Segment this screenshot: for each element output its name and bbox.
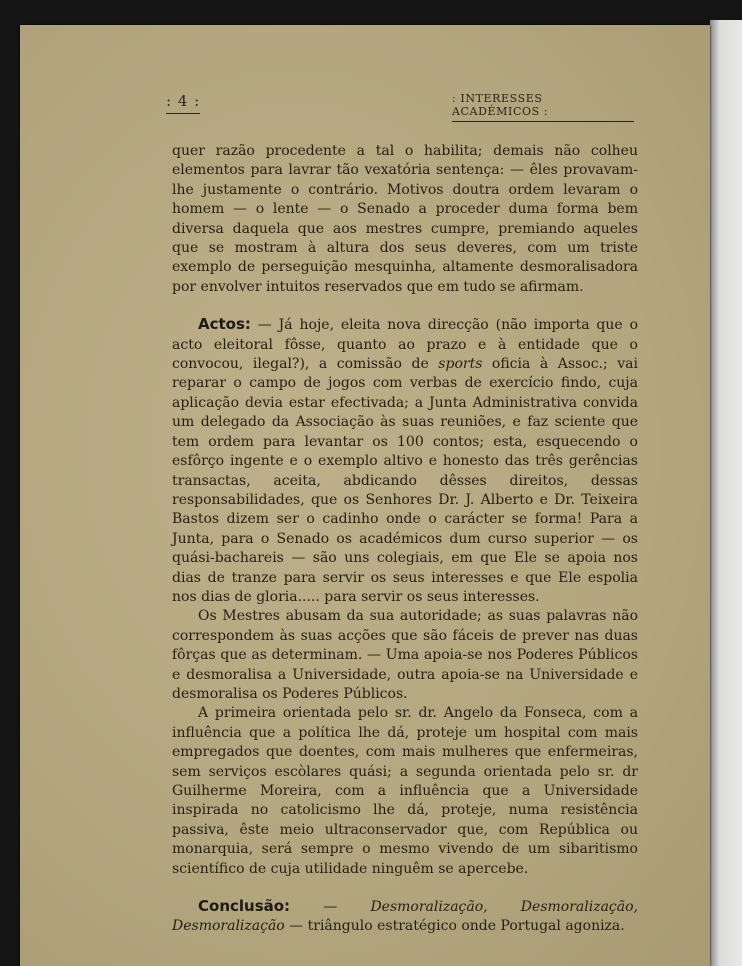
page-number: : 4 : [166, 92, 200, 114]
actos-heading: Actos: [198, 315, 251, 334]
actos-text-a: — Já hoje, eleita nova direcção (não importa que o acto eleitoral fôsse, quanto ao prazo e à entidade que o convocou, ilegal?), a comissão de [172, 317, 638, 373]
page-body [172, 142, 638, 937]
paragraph-primeira: A primeira orientada pelo sr. dr. Angelo da Fonseca, com a influência que a política lhe dá, proteje um hospital com mais empregados que doentes, com mais mulheres que enfermeiras, sem serviços escòlares quási; a segunda orientada pelo sr. dr Guilherme Moreira, com a influência que a Universidade inspirada no catolicismo lhe dá, proteje, numa resistência passiva, êste meio ultraconservador que, com República ou monarquia, será sempre o mesmo vivendo de um sibaritismo scientífico de cuja utilidade ninguêm se apercebe. [172, 705, 638, 877]
actos-text-b: oficia à Assoc.; vai reparar o campo de jogos com verbas de exercício findo, cuja aplicação devia estar efectivada; a Junta Administrativa convida um delegado da Associação às suas reuniões, e faz sciente que tem ordem para levantar os 100 contos; esta, esquecendo o esfôrço ingente e o exemplo altivo e honesto das três gerências transactas, aceita, abdicando dêsses direitos, dessas responsabilidades, que os Senhores Dr. J. Alberto e Dr. Teixeira Bastos dizem ser o cadinho onde o carácter se forma! Para a Junta, para o Senado os académicos dum curso superior — os quási-bachareis — são uns colegiais, em que Ele se apoia nos dias de tranze para servir os seus interesses e que Ele espolia nos dias de gloria..... para servir os seus interesses. [172, 356, 638, 605]
paragraph-1: quer razão procedente a tal o habilita; demais não colheu elementos para lavrar tão vexatória sentença: — êles provavam-lhe justamente o contrário. Motivos doutra ordem levaram o homem — o lente — o Senado a proceder duma forma bem diversa daquela que aos mestres cumpre, premiando aqueles que se mostram à altura dos seus deveres, com um triste exemplo de perseguição mesquinha, altamente desmoralisadora por envolver intuitos reservados que em tudo se afirmam. [172, 143, 638, 295]
running-title: : INTERESSES ACADÉMICOS : [452, 92, 634, 122]
paragraph-mestres: Os Mestres abusam da sua autoridade; as suas palavras não correspondem às suas acções que são fáceis de prever nas duas fôrças que as determinam. — Uma apoia-se nos Poderes Públicos e desmoralisa a Universidade, outra apoia-se na Universidade e desmoralisa os Poderes Públicos. [172, 608, 638, 702]
conclusao-dash: — [290, 899, 371, 916]
conclusao-text: — triângulo estratégico onde Portugal agoniza. [284, 918, 625, 935]
actos-sports-word: sports [438, 356, 483, 373]
paragraph-conclusao [172, 897, 638, 937]
conclusao-italic: Desmoralização, Desmoralização, Desmoralização [172, 899, 638, 935]
conclusao-heading: Conclusão: [198, 897, 291, 916]
adjacent-page-edge [710, 20, 742, 966]
paragraph-actos [172, 315, 638, 607]
